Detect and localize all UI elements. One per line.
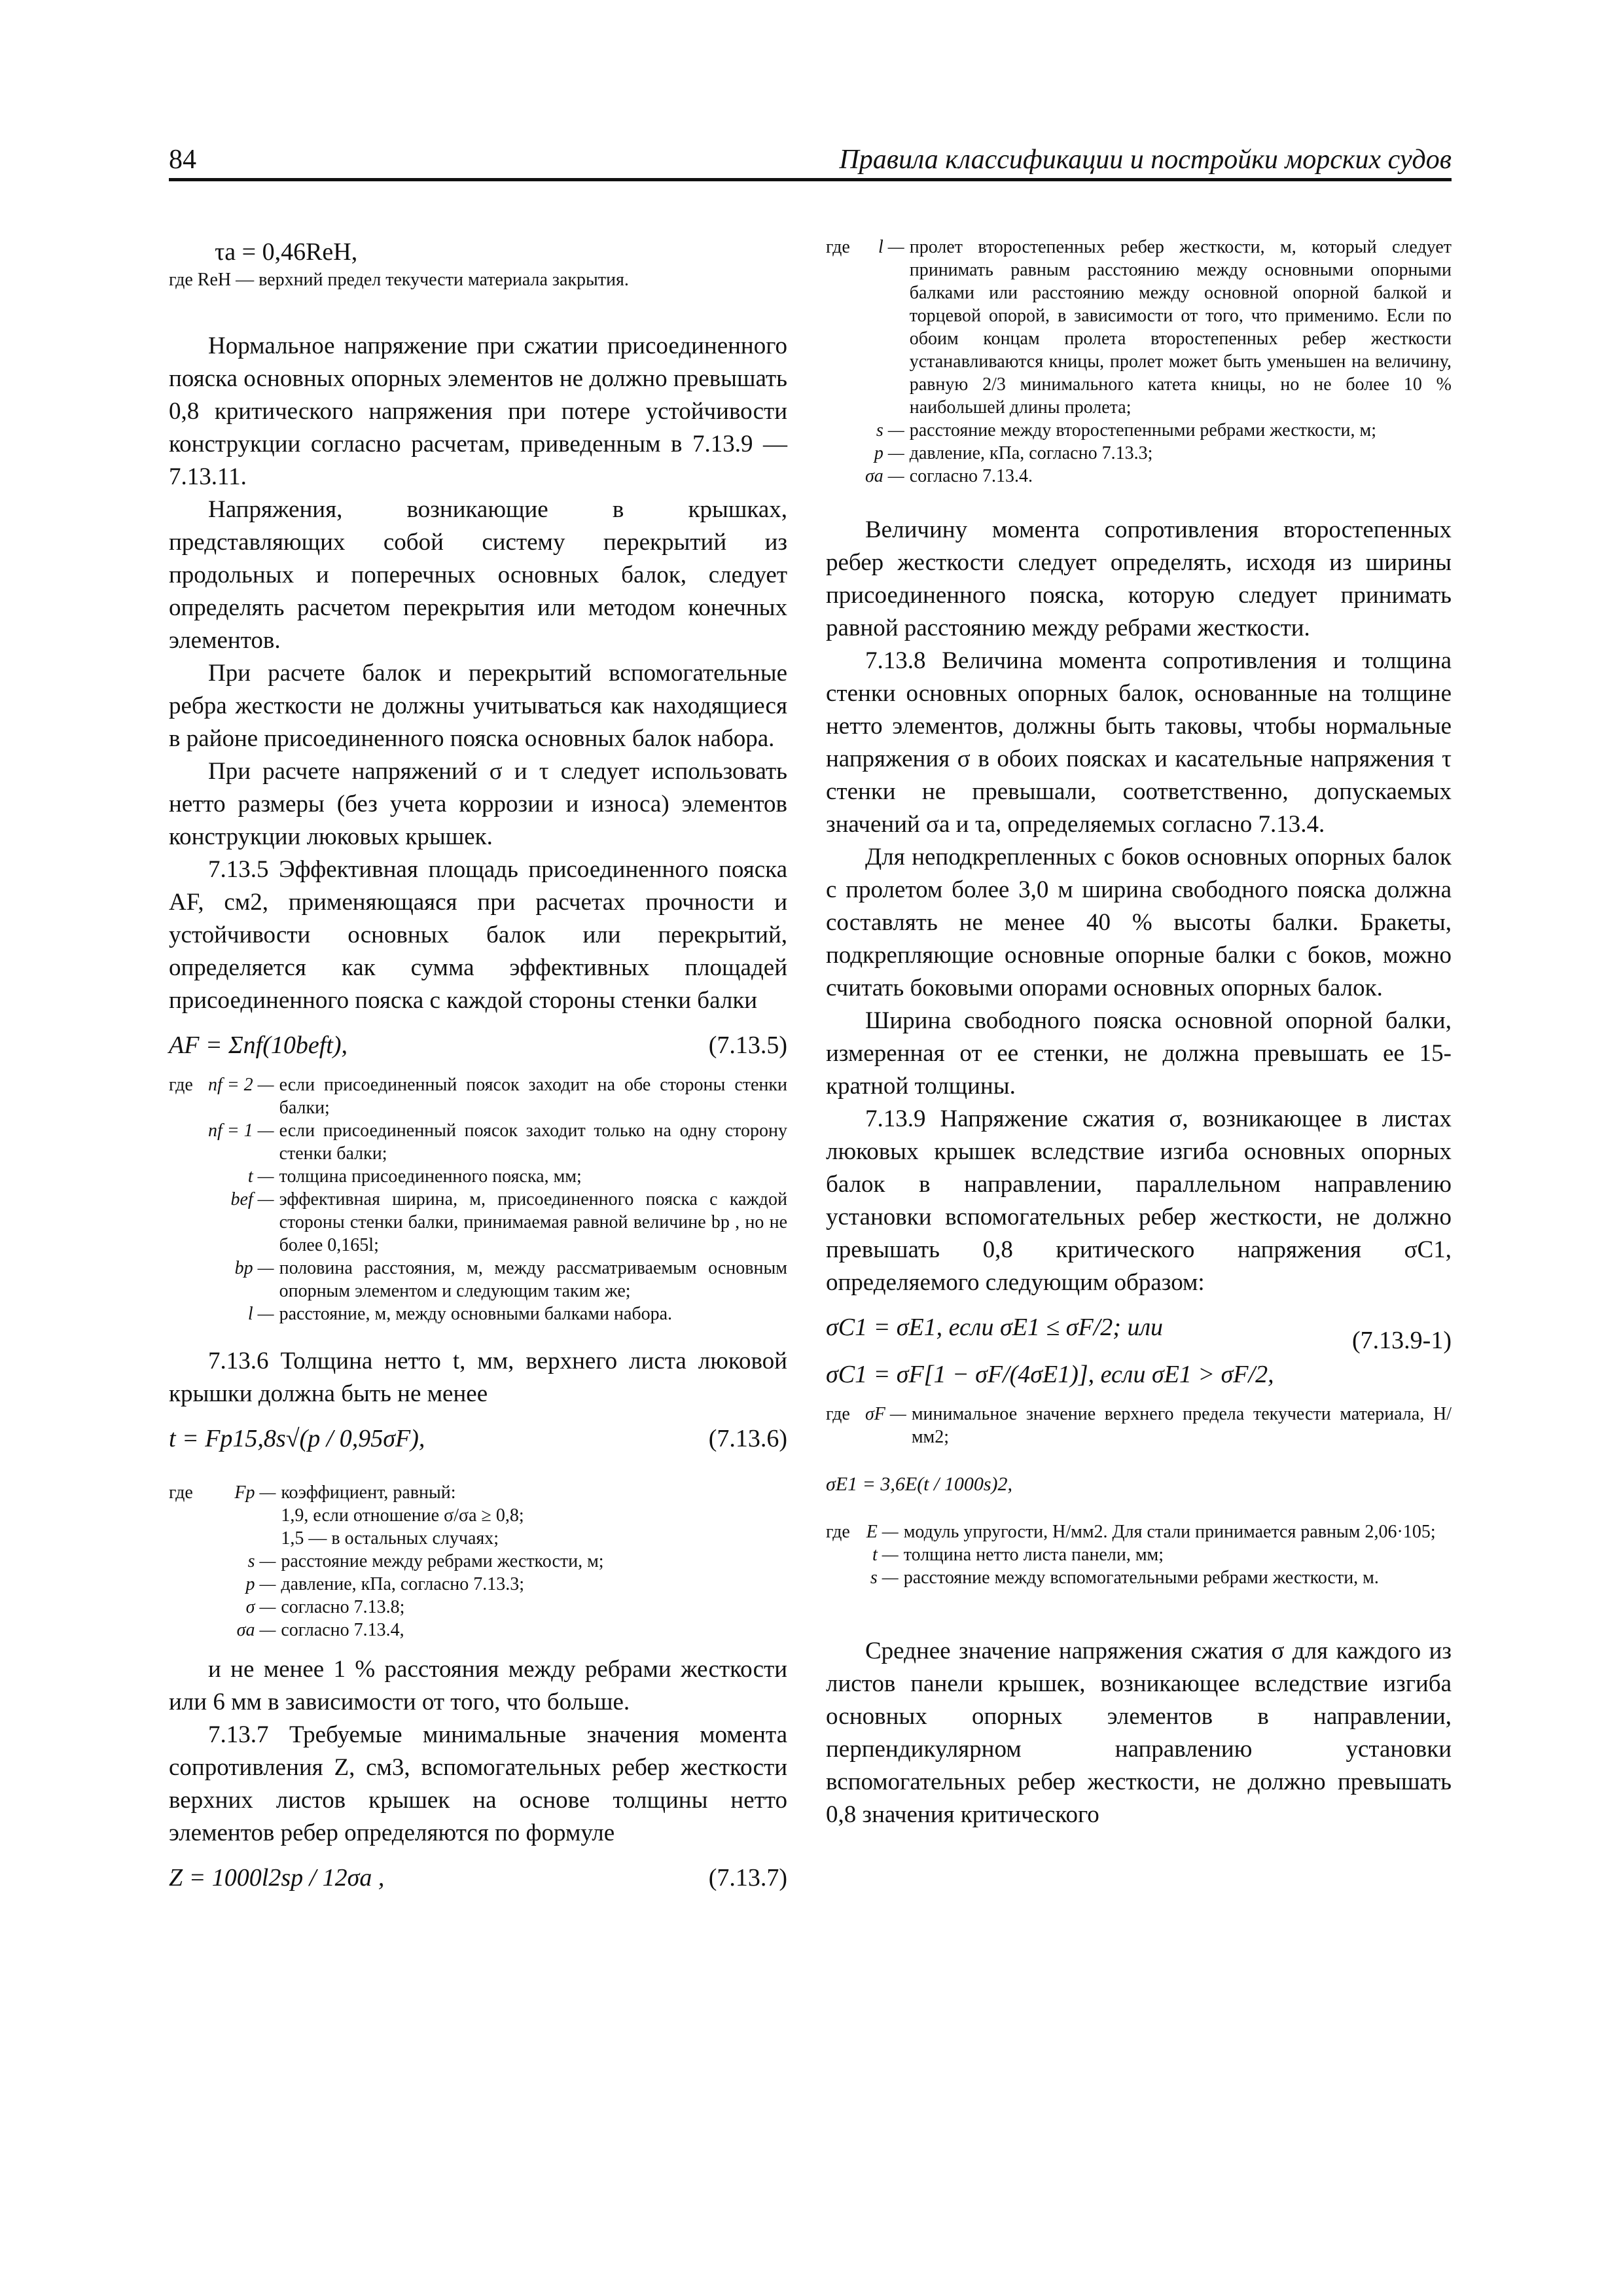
definition-text: коэффициент, равный: — [281, 1482, 456, 1503]
definition-text: согласно 7.13.4. — [909, 466, 1033, 486]
definition-row — [169, 1188, 787, 1257]
definition-lead — [169, 1550, 208, 1573]
definition-row — [169, 1504, 787, 1527]
definition-lead — [826, 442, 865, 465]
definition-lead: где — [826, 237, 850, 257]
definition-sym: l — — [247, 1304, 274, 1324]
definition-lead — [169, 1302, 208, 1325]
formula-7-13-5: AF = Σnf(10beft), (7.13.5) — [169, 1029, 787, 1062]
definition-text: толщина присоединенного пояска, мм; — [279, 1166, 582, 1187]
formula-sigma-e1: σE1 = 3,6E(t / 1000s)2, — [826, 1473, 1013, 1495]
definition-text: толщина нетто листа панели, мм; — [903, 1545, 1164, 1565]
section-7-13-6: 7.13.6 Толщина нетто t, мм, верхнего листа люковой крышки должна быть не менее — [169, 1348, 787, 1407]
definition-sym: t — — [247, 1166, 274, 1187]
definition-text: согласно 7.13.8; — [281, 1597, 405, 1617]
definition-lead — [826, 1543, 865, 1566]
definition-text: 1,9, если отношение σ/σa ≥ 0,8; — [281, 1505, 524, 1526]
definition-sym: p — — [874, 443, 904, 463]
definition-sym — [208, 1527, 281, 1550]
definitions-sigma-f — [826, 1403, 1452, 1448]
definition-text: 1,5 — в остальных случаях; — [281, 1528, 499, 1549]
definition-lead — [826, 1566, 865, 1589]
formula-7-13-9-1: σC1 = σE1, если σE1 ≤ σF/2; или (7.13.9-1) — [826, 1311, 1452, 1344]
formula-number: (7.13.7) — [708, 1864, 787, 1892]
paragraph: Среднее значение напряжения сжатия σ для каждого из листов панели крышек, возникающее вследствие изгиба основных опорных элементов в направлении, перпендикулярном направлению установки вспомогательных ребер жесткости, не должно превышать 0,8 значения критического — [826, 1638, 1452, 1828]
formula-tau-note: где ReH — верхний предел текучести материала закрытия. — [169, 270, 629, 290]
definition-row — [169, 1302, 787, 1325]
definition-row — [826, 1543, 1452, 1566]
definition-text: расстояние между второстепенными ребрами жесткости, м; — [909, 420, 1377, 440]
definition-text: расстояние между вспомогательными ребрами жесткости, м. — [903, 1568, 1379, 1588]
section-7-13-5: 7.13.5 Эффективная площадь присоединенного пояска AF, см2, применяющаяся при расчетах прочности и устойчивости основных балок или перекрытий, определяется как сумма эффективных площадей присоединенного пояска с каждой стороны стенки балки — [169, 856, 787, 1014]
definition-lead — [169, 1188, 208, 1257]
definition-row — [826, 1520, 1452, 1543]
definition-lead — [169, 1119, 208, 1165]
definition-lead — [169, 1573, 208, 1596]
definition-lead: где — [826, 1404, 850, 1424]
definition-row — [826, 419, 1452, 442]
paragraph: Ширина свободного пояска основной опорной балки, измеренная от ее стенки, не должна превышать ее 15-кратной толщины. — [826, 1007, 1452, 1100]
definition-row — [826, 442, 1452, 465]
definition-text: если присоединенный поясок заходит только на одну сторону стенки балки; — [279, 1121, 787, 1164]
definition-row — [169, 1596, 787, 1619]
definition-sym: E — — [866, 1522, 899, 1542]
definition-row — [169, 1619, 787, 1641]
definition-row — [169, 1573, 787, 1596]
definition-row — [826, 465, 1452, 488]
definition-lead — [826, 419, 865, 442]
definitions-7-13-7 — [826, 236, 1452, 488]
definition-text: давление, кПа, согласно 7.13.3; — [281, 1574, 525, 1594]
definition-sym: p — — [245, 1574, 276, 1594]
definition-text: расстояние между ребрами жесткости, м; — [281, 1551, 604, 1571]
definition-sym: l — — [878, 237, 904, 257]
definition-row — [169, 1119, 787, 1165]
definition-lead — [169, 1504, 208, 1527]
section-7-13-8: 7.13.8 Величина момента сопротивления и толщина стенки основных опорных балок, основанные на толщине нетто элементов, должны быть таковы, чтобы нормальные напряжения σ в обоих поясках и касательные напряжения τ стенки не превышали, соответственно, допускаемых значений σa и τa, определяемых согласно 7.13.4. — [826, 647, 1452, 838]
paragraph: Напряжения, возникающие в крышках, представляющих собой систему перекрытий из продольных и поперечных основных балок, следует определять расчетом перекрытия или методом конечных элементов. — [169, 496, 787, 654]
definition-lead — [169, 1165, 208, 1188]
definition-sym: σa — — [236, 1620, 276, 1640]
section-7-13-7: 7.13.7 Требуемые минимальные значения момента сопротивления Z, см3, вспомогательных ребер жесткости верхних листов крышек на основе толщины нетто элементов ребер определяются по формуле — [169, 1721, 787, 1846]
definition-row — [169, 1481, 787, 1504]
definition-row — [169, 1165, 787, 1188]
definition-row — [826, 236, 1452, 419]
definitions-e — [826, 1520, 1452, 1589]
paragraph: Величину момента сопротивления второстепенных ребер жесткости следует определять, исходя из ширины присоединенного пояска, которую следует принимать равной расстоянию между ребрами жесткости. — [826, 516, 1452, 641]
formula-7-13-7: Z = 1000l2sp / 12σa , (7.13.7) — [169, 1861, 787, 1894]
formula-7-13-6: t = Fp15,8s√(p / 0,95σF), (7.13.6) — [169, 1422, 787, 1455]
paragraph: Для неподкрепленных с боков основных опорных балок с пролетом более 3,0 м ширина свободного пояска должна составлять не менее 40 % высоты балки. Бракеты, подкрепляющие основные опорные балки с боков, можно считать боковыми опорами основных опорных балок. — [826, 844, 1452, 1001]
formula-number: (7.13.9-1) — [1352, 1327, 1452, 1354]
definition-lead — [169, 1257, 208, 1302]
definition-row — [169, 1550, 787, 1573]
definition-text: если присоединенный поясок заходит на обе стороны стенки балки; — [279, 1075, 787, 1118]
section-7-13-9: 7.13.9 Напряжение сжатия σ, возникающее в листах люковых крышек вследствие изгиба основных опорных балок в направлении, параллельном направлению установки вспомогательных ребер жесткости, не должно превышать 0,8 критического напряжения σC1, определяемого следующим образом: — [826, 1105, 1452, 1296]
definition-row — [169, 1527, 787, 1550]
formula-number: (7.13.6) — [708, 1425, 787, 1452]
definition-text: пролет второстепенных ребер жесткости, м, который следует принимать равным расстоянию между основными опорными балками или расстоянию между основной опорной балкой и торцевой опорой, в зависимости от того, что применимо. Если по обоим концам пролета второстепенных ребер жесткости устанавливаются кницы, пролет может быть уменьшен на величину, равную 2/3 минимального катета кницы, но не более 10 % наибольшей длины пролета; — [909, 237, 1452, 418]
definition-text: минимальное значение верхнего предела текучести материала, Н/мм2; — [911, 1404, 1452, 1447]
definition-lead — [826, 465, 865, 488]
running-title: Правила классификации и постройки морских судов — [839, 145, 1452, 175]
definition-text: согласно 7.13.4, — [281, 1620, 404, 1640]
definition-text: модуль упругости, Н/мм2. Для стали принимается равным 2,06·105; — [903, 1522, 1436, 1542]
definition-sym: σ — — [245, 1597, 276, 1617]
header-rule — [169, 178, 1452, 181]
definition-text: половина расстояния, м, между рассматриваемым основным опорным элементом и следующим таким же; — [279, 1258, 787, 1301]
definition-row — [169, 1073, 787, 1119]
definitions-7-13-5 — [169, 1073, 787, 1325]
definition-sym: s — — [876, 420, 904, 440]
definition-lead: где — [169, 1075, 193, 1095]
definition-sym: s — — [870, 1568, 899, 1588]
definition-sym: bef — — [230, 1189, 274, 1210]
definition-text: давление, кПа, согласно 7.13.3; — [909, 443, 1153, 463]
definition-text: эффективная ширина, м, присоединенного пояска с каждой стороны стенки балки, принимаемая равной величине bp , но не более 0,165l; — [279, 1189, 787, 1255]
definition-lead: где — [169, 1482, 193, 1503]
formula-tau-a: τa = 0,46ReH, — [215, 238, 358, 266]
definition-text: расстояние, м, между основными балками набора. — [279, 1304, 673, 1324]
definition-row — [826, 1403, 1452, 1448]
definition-sym: Fp — — [234, 1482, 276, 1503]
right-column — [826, 236, 1452, 1831]
definition-lead — [169, 1527, 208, 1550]
definition-lead — [169, 1596, 208, 1619]
paragraph: При расчете балок и перекрытий вспомогательные ребра жесткости не должны учитываться как находящиеся в районе присоединенного пояска основных балок набора. — [169, 660, 787, 752]
left-column — [169, 236, 787, 1894]
definitions-7-13-6 — [169, 1481, 787, 1641]
definition-sym: bp — — [234, 1258, 274, 1278]
definition-row — [169, 1257, 787, 1302]
definition-sym: s — — [247, 1551, 276, 1571]
definition-lead: где — [826, 1522, 850, 1542]
definition-sym — [208, 1504, 281, 1527]
definition-sym: nf = 1 — — [208, 1121, 274, 1141]
paragraph: Нормальное напряжение при сжатии присоединенного пояска основных опорных элементов не должно превышать 0,8 критического напряжения при потере устойчивости конструкции согласно расчетам, приведенным в 7.13.9 — 7.13.11. — [169, 332, 787, 490]
paragraph: При расчете напряжений σ и τ следует использовать нетто размеры (без учета коррозии и износа) элементов конструкции люковых крышек. — [169, 758, 787, 850]
paragraph: и не менее 1 % расстояния между ребрами жесткости или 6 мм в зависимости от того, что больше. — [169, 1656, 787, 1715]
definition-sym: nf = 2 — — [208, 1075, 274, 1095]
formula-7-13-9-1b: σC1 = σF[1 − σF/(4σE1)], если σE1 > σF/2, — [826, 1361, 1274, 1388]
definition-sym: t — — [872, 1545, 899, 1565]
definition-row — [826, 1566, 1452, 1589]
definition-lead — [169, 1619, 208, 1641]
page-number: 84 — [169, 145, 196, 175]
definition-sym: σa — — [865, 466, 904, 486]
formula-number: (7.13.5) — [708, 1031, 787, 1059]
definition-sym: σF — — [865, 1404, 906, 1424]
